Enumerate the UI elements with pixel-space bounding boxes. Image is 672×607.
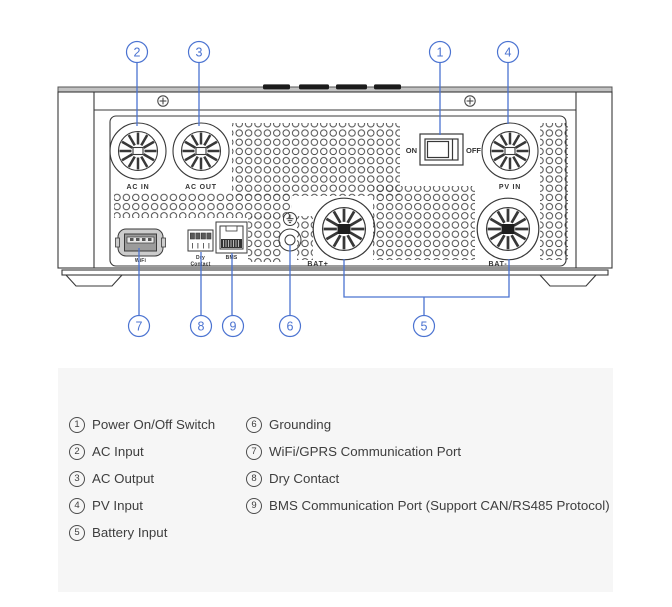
svg-text:7: 7 — [135, 319, 143, 334]
callout-4 — [498, 42, 519, 63]
svg-text:9: 9 — [229, 319, 237, 334]
legend-item-label: Grounding — [269, 417, 332, 432]
callout-6 — [280, 316, 301, 337]
gland-bat-minus — [477, 198, 539, 260]
callout-5 — [414, 316, 435, 337]
svg-text:2: 2 — [133, 45, 141, 60]
legend-item-number: 1 — [69, 417, 85, 433]
bms-rj45-port — [216, 222, 247, 253]
power-switch — [420, 134, 463, 165]
legend-item-number: 5 — [69, 525, 85, 541]
legend-item-number: 3 — [69, 471, 85, 487]
panel-screw-icon — [465, 96, 475, 106]
legend-item-number: 6 — [246, 417, 262, 433]
bat-minus-label: BAT- — [488, 261, 508, 268]
bms-port-label: BMS — [225, 255, 238, 261]
gland-pv-in — [482, 123, 538, 179]
switch-on-label: ON — [405, 146, 417, 155]
dry-contact-port — [188, 230, 213, 251]
legend-item-label: AC Input — [92, 444, 144, 459]
legend-item — [246, 417, 613, 433]
legend-item — [69, 471, 246, 487]
svg-text:5: 5 — [420, 319, 428, 334]
legend-item-number: 8 — [246, 471, 262, 487]
gland-ac-in — [110, 123, 166, 179]
callout-2 — [127, 42, 148, 63]
ac-out-label: AC OUT — [185, 184, 217, 191]
svg-text:1: 1 — [436, 45, 444, 60]
legend-item-label: Power On/Off Switch — [92, 417, 216, 432]
callout-bracket-5 — [344, 259, 509, 297]
wifi-port-label: WiFi — [134, 258, 147, 264]
ac-in-label: AC IN — [126, 184, 150, 191]
callout-3 — [189, 42, 210, 63]
legend-column-right — [246, 417, 613, 552]
legend-item — [246, 498, 613, 514]
legend-item-label: PV Input — [92, 498, 144, 513]
wifi-usb-port — [116, 229, 166, 256]
svg-text:8: 8 — [197, 319, 205, 334]
bat-plus-label: BAT+ — [307, 261, 329, 268]
legend-column-left — [69, 417, 246, 552]
gland-ac-out — [173, 123, 229, 179]
legend-item-label: Battery Input — [92, 525, 168, 540]
gland-bat-plus — [313, 198, 375, 260]
legend-item — [246, 444, 613, 460]
legend-item — [69, 444, 246, 460]
callout-9 — [223, 316, 244, 337]
legend-item-number: 2 — [69, 444, 85, 460]
switch-off-label: OFF — [466, 146, 481, 155]
top-edge-strip — [58, 87, 612, 92]
svg-text:4: 4 — [504, 45, 512, 60]
legend-item-number: 9 — [246, 498, 262, 514]
dry-contact-label-line2: Contact — [190, 261, 211, 268]
legend-item-number: 7 — [246, 444, 262, 460]
legend-item — [69, 525, 246, 541]
dry-contact-label-line1: Dry — [196, 255, 205, 261]
callout-8 — [191, 316, 212, 337]
legend-item-label: WiFi/GPRS Communication Port — [269, 444, 462, 459]
legend-item-number: 4 — [69, 498, 85, 514]
svg-text:3: 3 — [195, 45, 203, 60]
right-foot — [540, 275, 596, 286]
svg-text:6: 6 — [286, 319, 294, 334]
legend-item — [69, 498, 246, 514]
legend-item — [246, 471, 613, 487]
bottom-rail — [62, 270, 608, 275]
callout-1 — [430, 42, 451, 63]
left-foot — [66, 275, 122, 286]
legend-box — [58, 368, 613, 592]
legend-item-label: AC Output — [92, 471, 155, 486]
callout-7 — [129, 316, 150, 337]
legend-item — [69, 417, 246, 433]
legend-item-label: BMS Communication Port (Support CAN/RS485 Protocol) — [269, 498, 610, 513]
legend-item-label: Dry Contact — [269, 471, 340, 486]
panel-screw-icon — [158, 96, 168, 106]
pv-in-label: PV IN — [498, 184, 522, 191]
